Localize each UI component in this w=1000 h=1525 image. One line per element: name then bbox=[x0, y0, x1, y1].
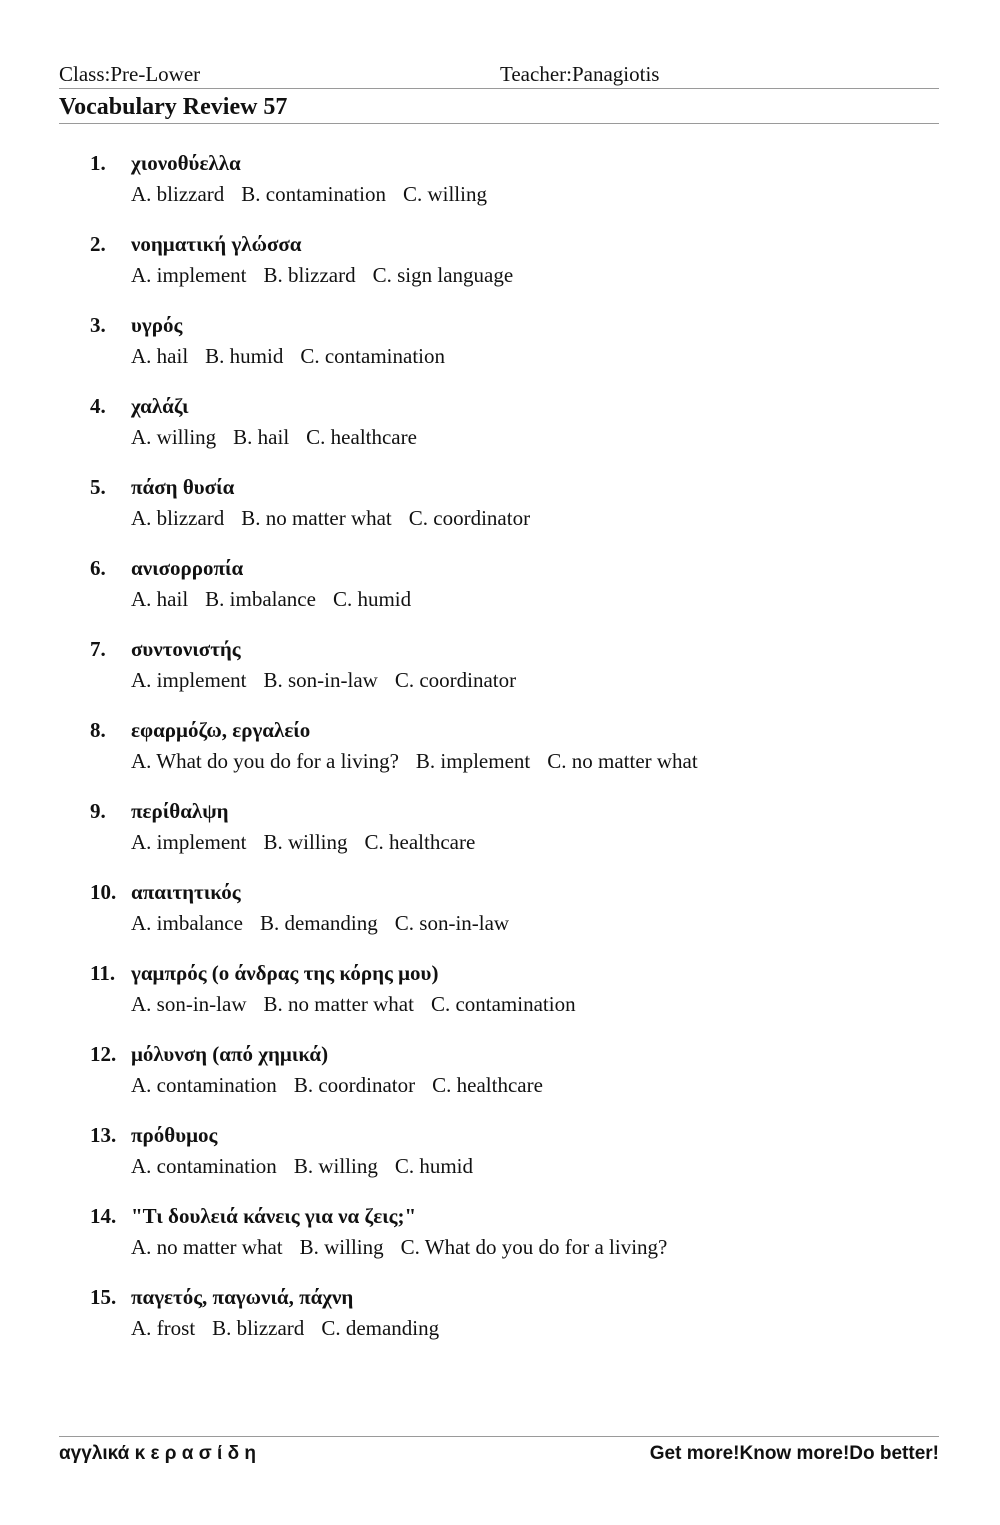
question-term: εφαρμόζω, εργαλείο bbox=[131, 718, 311, 742]
answer-options bbox=[131, 1232, 684, 1262]
question-number: 13. bbox=[90, 1123, 117, 1147]
question-item bbox=[0, 229, 1000, 310]
answer-option[interactable]: B. coordinator bbox=[293, 1073, 416, 1097]
answer-option[interactable]: A. imbalance bbox=[131, 911, 243, 935]
answer-option[interactable]: C. healthcare bbox=[432, 1073, 543, 1097]
question-item bbox=[0, 877, 1000, 958]
answer-options bbox=[131, 665, 533, 695]
question-term: ανισορροπία bbox=[131, 556, 244, 580]
answer-option[interactable]: C. coordinator bbox=[394, 668, 517, 692]
question-item bbox=[0, 715, 1000, 796]
answer-options bbox=[131, 341, 462, 371]
question-term: χαλάζι bbox=[131, 394, 189, 418]
question-item bbox=[0, 1282, 1000, 1363]
answer-option[interactable]: C. coordinator bbox=[408, 506, 531, 530]
answer-options bbox=[131, 1313, 456, 1343]
answer-option[interactable]: C. son-in-law bbox=[394, 911, 510, 935]
answer-option[interactable]: C. no matter what bbox=[547, 749, 698, 773]
worksheet-header bbox=[59, 61, 939, 89]
page-footer bbox=[59, 1436, 939, 1473]
class-label: Class:Pre-Lower bbox=[59, 62, 201, 86]
answer-option[interactable]: A. hail bbox=[131, 344, 189, 368]
answer-option[interactable]: B. humid bbox=[205, 344, 284, 368]
answer-option[interactable]: C. healthcare bbox=[364, 830, 476, 854]
question-number: 10. bbox=[90, 880, 117, 904]
question-term: πρόθυμος bbox=[131, 1123, 218, 1147]
question-number: 9. bbox=[90, 799, 106, 823]
answer-option[interactable]: A. blizzard bbox=[131, 182, 225, 206]
answer-options bbox=[131, 584, 428, 614]
question-number: 7. bbox=[90, 637, 106, 661]
question-term: γαμπρός (ο άνδρας της κόρης μου) bbox=[131, 961, 439, 985]
answer-options bbox=[131, 422, 434, 452]
answer-option[interactable]: A. What do you do for a living? bbox=[131, 749, 399, 773]
answer-options bbox=[131, 1070, 560, 1100]
question-number: 8. bbox=[90, 718, 106, 742]
answer-option[interactable]: C. humid bbox=[332, 587, 412, 611]
answer-options bbox=[131, 1151, 490, 1181]
question-item bbox=[0, 796, 1000, 877]
question-number: 2. bbox=[90, 232, 106, 256]
teacher-label: Teacher:Panagiotis bbox=[500, 62, 660, 86]
answer-option[interactable]: B. willing bbox=[263, 830, 348, 854]
question-term: περίθαλψη bbox=[131, 799, 229, 823]
question-number: 6. bbox=[90, 556, 106, 580]
question-term: νοηματική γλώσσα bbox=[131, 232, 302, 256]
answer-option[interactable]: B. implement bbox=[415, 749, 531, 773]
question-term: χιονοθύελλα bbox=[131, 151, 241, 175]
answer-option[interactable]: A. hail bbox=[131, 587, 189, 611]
question-number: 12. bbox=[90, 1042, 117, 1066]
answer-option[interactable]: A. contamination bbox=[131, 1154, 277, 1178]
answer-option[interactable]: B. no matter what bbox=[241, 506, 392, 530]
answer-option[interactable]: C. humid bbox=[394, 1154, 474, 1178]
question-term: συντονιστής bbox=[131, 637, 241, 661]
question-number: 1. bbox=[90, 151, 106, 175]
answer-option[interactable]: B. blizzard bbox=[263, 263, 356, 287]
answer-options bbox=[131, 260, 530, 290]
question-item bbox=[0, 1120, 1000, 1201]
answer-option[interactable]: C. contamination bbox=[300, 344, 445, 368]
answer-option[interactable]: A. implement bbox=[131, 668, 247, 692]
question-term: πάση θυσία bbox=[131, 475, 235, 499]
question-term: απαιτητικός bbox=[131, 880, 241, 904]
answer-option[interactable]: C. healthcare bbox=[306, 425, 417, 449]
answer-options bbox=[131, 908, 526, 938]
answer-option[interactable]: B. imbalance bbox=[205, 587, 316, 611]
question-number: 11. bbox=[90, 961, 116, 985]
answer-option[interactable]: B. contamination bbox=[241, 182, 386, 206]
answer-option[interactable]: B. demanding bbox=[259, 911, 378, 935]
question-number: 14. bbox=[90, 1204, 117, 1228]
question-number: 3. bbox=[90, 313, 106, 337]
answer-option[interactable]: C. contamination bbox=[430, 992, 576, 1016]
answer-options bbox=[131, 746, 715, 776]
answer-options bbox=[131, 989, 593, 1019]
question-number: 15. bbox=[90, 1285, 117, 1309]
answer-option[interactable]: A. implement bbox=[131, 263, 247, 287]
answer-options bbox=[131, 179, 504, 209]
question-number: 5. bbox=[90, 475, 106, 499]
question-number: 4. bbox=[90, 394, 106, 418]
question-item bbox=[0, 958, 1000, 1039]
answer-option[interactable]: B. willing bbox=[299, 1235, 384, 1259]
answer-option[interactable]: B. willing bbox=[293, 1154, 378, 1178]
answer-option[interactable]: B. hail bbox=[233, 425, 290, 449]
answer-option[interactable]: A. frost bbox=[131, 1316, 196, 1340]
answer-option[interactable]: B. blizzard bbox=[212, 1316, 305, 1340]
question-item bbox=[0, 148, 1000, 229]
footer-slogan: Get more!Know more!Do better! bbox=[649, 1443, 939, 1464]
answer-option[interactable]: A. no matter what bbox=[131, 1235, 283, 1259]
answer-option[interactable]: C. sign language bbox=[372, 263, 514, 287]
answer-option[interactable]: C. What do you do for a living? bbox=[400, 1235, 668, 1259]
answer-option[interactable]: A. contamination bbox=[131, 1073, 277, 1097]
question-list bbox=[0, 148, 1000, 1363]
question-item bbox=[0, 310, 1000, 391]
question-term: υγρός bbox=[131, 313, 183, 337]
question-item bbox=[0, 553, 1000, 634]
answer-option[interactable]: C. willing bbox=[402, 182, 487, 206]
question-term: μόλυνση (από χημικά) bbox=[131, 1042, 329, 1066]
question-item bbox=[0, 472, 1000, 553]
answer-options bbox=[131, 503, 547, 533]
answer-option[interactable]: A. blizzard bbox=[131, 506, 225, 530]
answer-option[interactable]: C. demanding bbox=[321, 1316, 440, 1340]
answer-option[interactable]: A. willing bbox=[131, 425, 217, 449]
answer-option[interactable]: B. no matter what bbox=[263, 992, 414, 1016]
answer-option[interactable]: A. implement bbox=[131, 830, 247, 854]
question-term: παγετός, παγωνιά, πάχνη bbox=[131, 1285, 354, 1309]
footer-brand: αγγλικά κ ε ρ α σ ί δ η bbox=[59, 1443, 256, 1464]
question-item bbox=[0, 1039, 1000, 1120]
question-item bbox=[0, 634, 1000, 715]
question-item bbox=[0, 1201, 1000, 1282]
question-term: "Τι δουλειά κάνεις για να ζεις;" bbox=[131, 1204, 417, 1228]
answer-options bbox=[131, 827, 492, 857]
page-title: Vocabulary Review 57 bbox=[59, 92, 939, 124]
answer-option[interactable]: A. son-in-law bbox=[131, 992, 247, 1016]
answer-option[interactable]: B. son-in-law bbox=[263, 668, 378, 692]
question-item bbox=[0, 391, 1000, 472]
